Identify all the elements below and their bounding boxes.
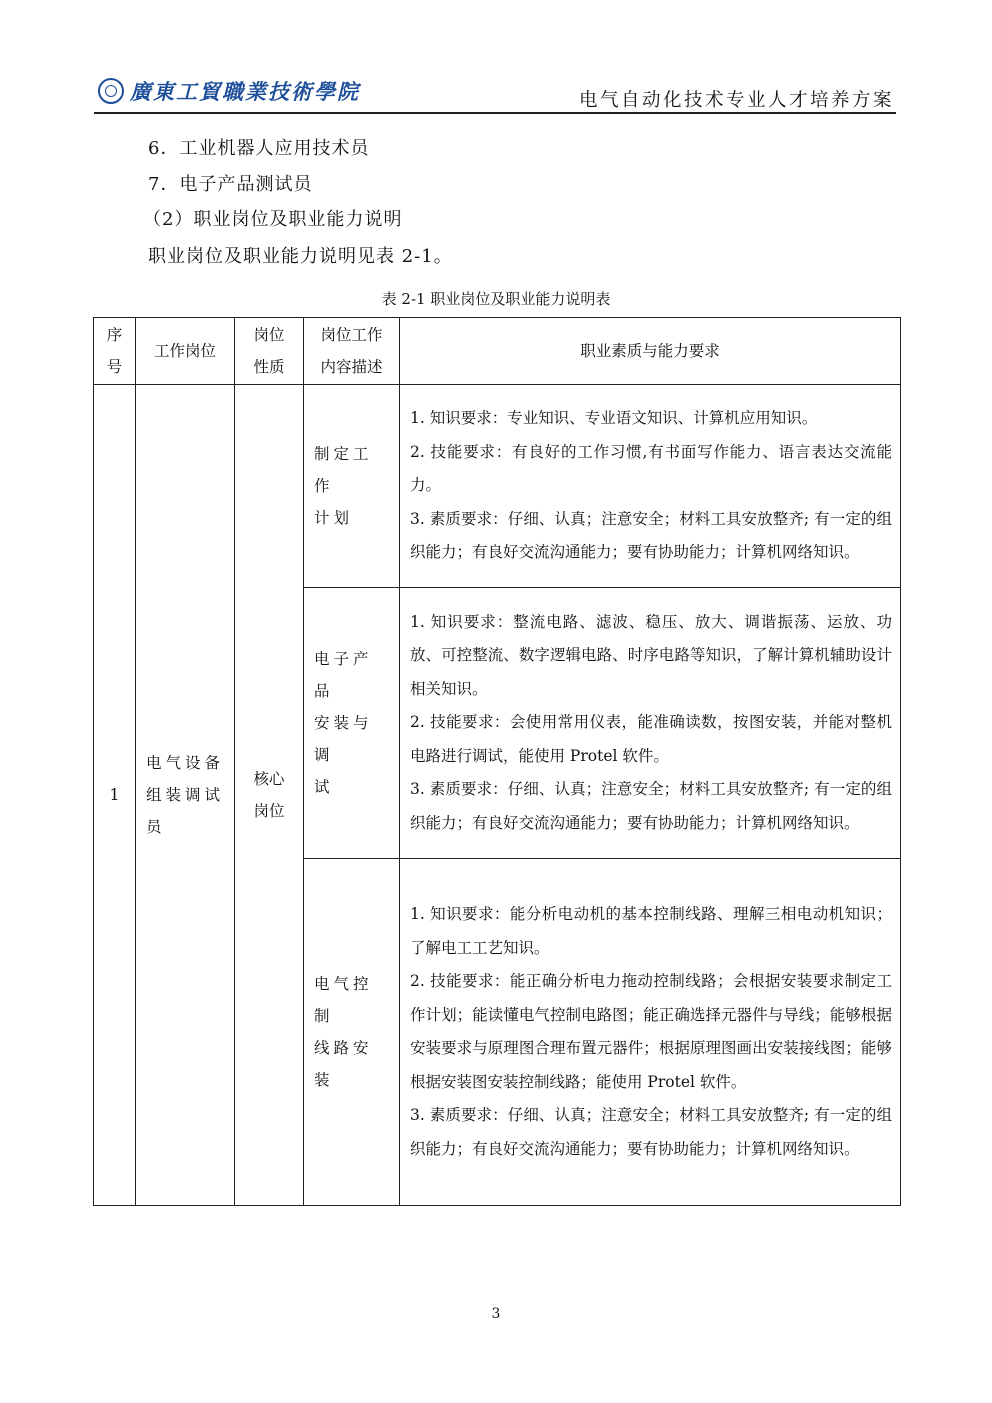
requirement-quality: 3. 素质要求：仔细、认真；注意安全；材料工具安放整齐; 有一定的组织能力；有良好交流沟通能力；要有协助能力；计算机网络知识。 (410, 509, 892, 562)
cell-requirements (400, 859, 901, 1206)
cell-task-name: 制定工作 计划 (304, 385, 400, 588)
header-content: 岗位工作 内容描述 (304, 318, 400, 385)
document-title: 电气自动化技术专业人才培养方案 (578, 90, 894, 111)
section-heading: （2）职业岗位及职业能力说明 (143, 209, 403, 230)
requirement-skill: 2. 技能要求：有良好的工作习惯,有书面写作能力、语言表达交流能力。 (410, 442, 892, 495)
header-post: 工作岗位 (136, 318, 235, 385)
cell-requirements (400, 385, 901, 588)
list-item-6: 6．工业机器人应用技术员 (148, 138, 370, 159)
header-divider (94, 112, 896, 114)
requirement-quality: 3. 素质要求：仔细、认真；注意安全；材料工具安放整齐; 有一定的组织能力；有良好交流沟通能力；要有协助能力；计算机网络知识。 (410, 780, 892, 832)
requirement-skill: 2. 技能要求：会使用常用仪表，能准确读数，按图安装，并能对整机电路进行调试，能使用 Protel 软件。 (410, 713, 892, 765)
table-row (94, 385, 901, 588)
requirement-knowledge: 1. 知识要求：能分析电动机的基本控制线路、理解三相电动机知识；了解电工工艺知识。 (410, 905, 892, 957)
page-header (94, 70, 894, 110)
job-ability-table (93, 317, 901, 1206)
school-name: 廣東工貿職業技術學院 (130, 79, 360, 104)
cell-post: 电气设备 组装调试 员 (136, 385, 235, 1206)
intro-paragraph: 职业岗位及职业能力说明见表 2-1。 (148, 246, 453, 267)
cell-nature: 核心 岗位 (235, 385, 304, 1206)
requirement-knowledge: 1. 知识要求：专业知识、专业语文知识、计算机应用知识。 (410, 409, 818, 428)
table-header-row (94, 318, 901, 385)
cell-seq: 1 (94, 385, 136, 1206)
requirement-skill: 2. 技能要求：能正确分析电力拖动控制线路；会根据安装要求制定工作计划；能读懂电气控制电路图；能正确选择元器件与导线；能够根据安装要求与原理图合理布置元器件；根据原理图画出安装接线图；能够根据安装图安装控制线路；能使用 Protel 软件。 (410, 972, 892, 1091)
header-nature: 岗位 性质 (235, 318, 304, 385)
school-seal-icon (98, 78, 124, 104)
cell-task-name: 电子产品 安装与调 试 (304, 588, 400, 859)
requirement-quality: 3. 素质要求：仔细、认真；注意安全；材料工具安放整齐; 有一定的组织能力；有良好交流沟通能力；要有协助能力；计算机网络知识。 (410, 1106, 892, 1158)
cell-task-name: 电气控制 线路安装 (304, 859, 400, 1206)
page-number: 3 (491, 1306, 501, 1322)
table-caption: 表 2-1 职业岗位及职业能力说明表 (381, 290, 611, 308)
list-item-7: 7．电子产品测试员 (148, 174, 313, 195)
header-seq: 序 号 (94, 318, 136, 385)
header-requirements: 职业素质与能力要求 (400, 318, 901, 385)
cell-requirements (400, 588, 901, 859)
school-logo (98, 76, 360, 106)
requirement-knowledge: 1. 知识要求：整流电路、滤波、稳压、放大、调谐振荡、运放、功放、可控整流、数字逻辑电路、时序电路等知识，了解计算机辅助设计相关知识。 (410, 612, 892, 698)
